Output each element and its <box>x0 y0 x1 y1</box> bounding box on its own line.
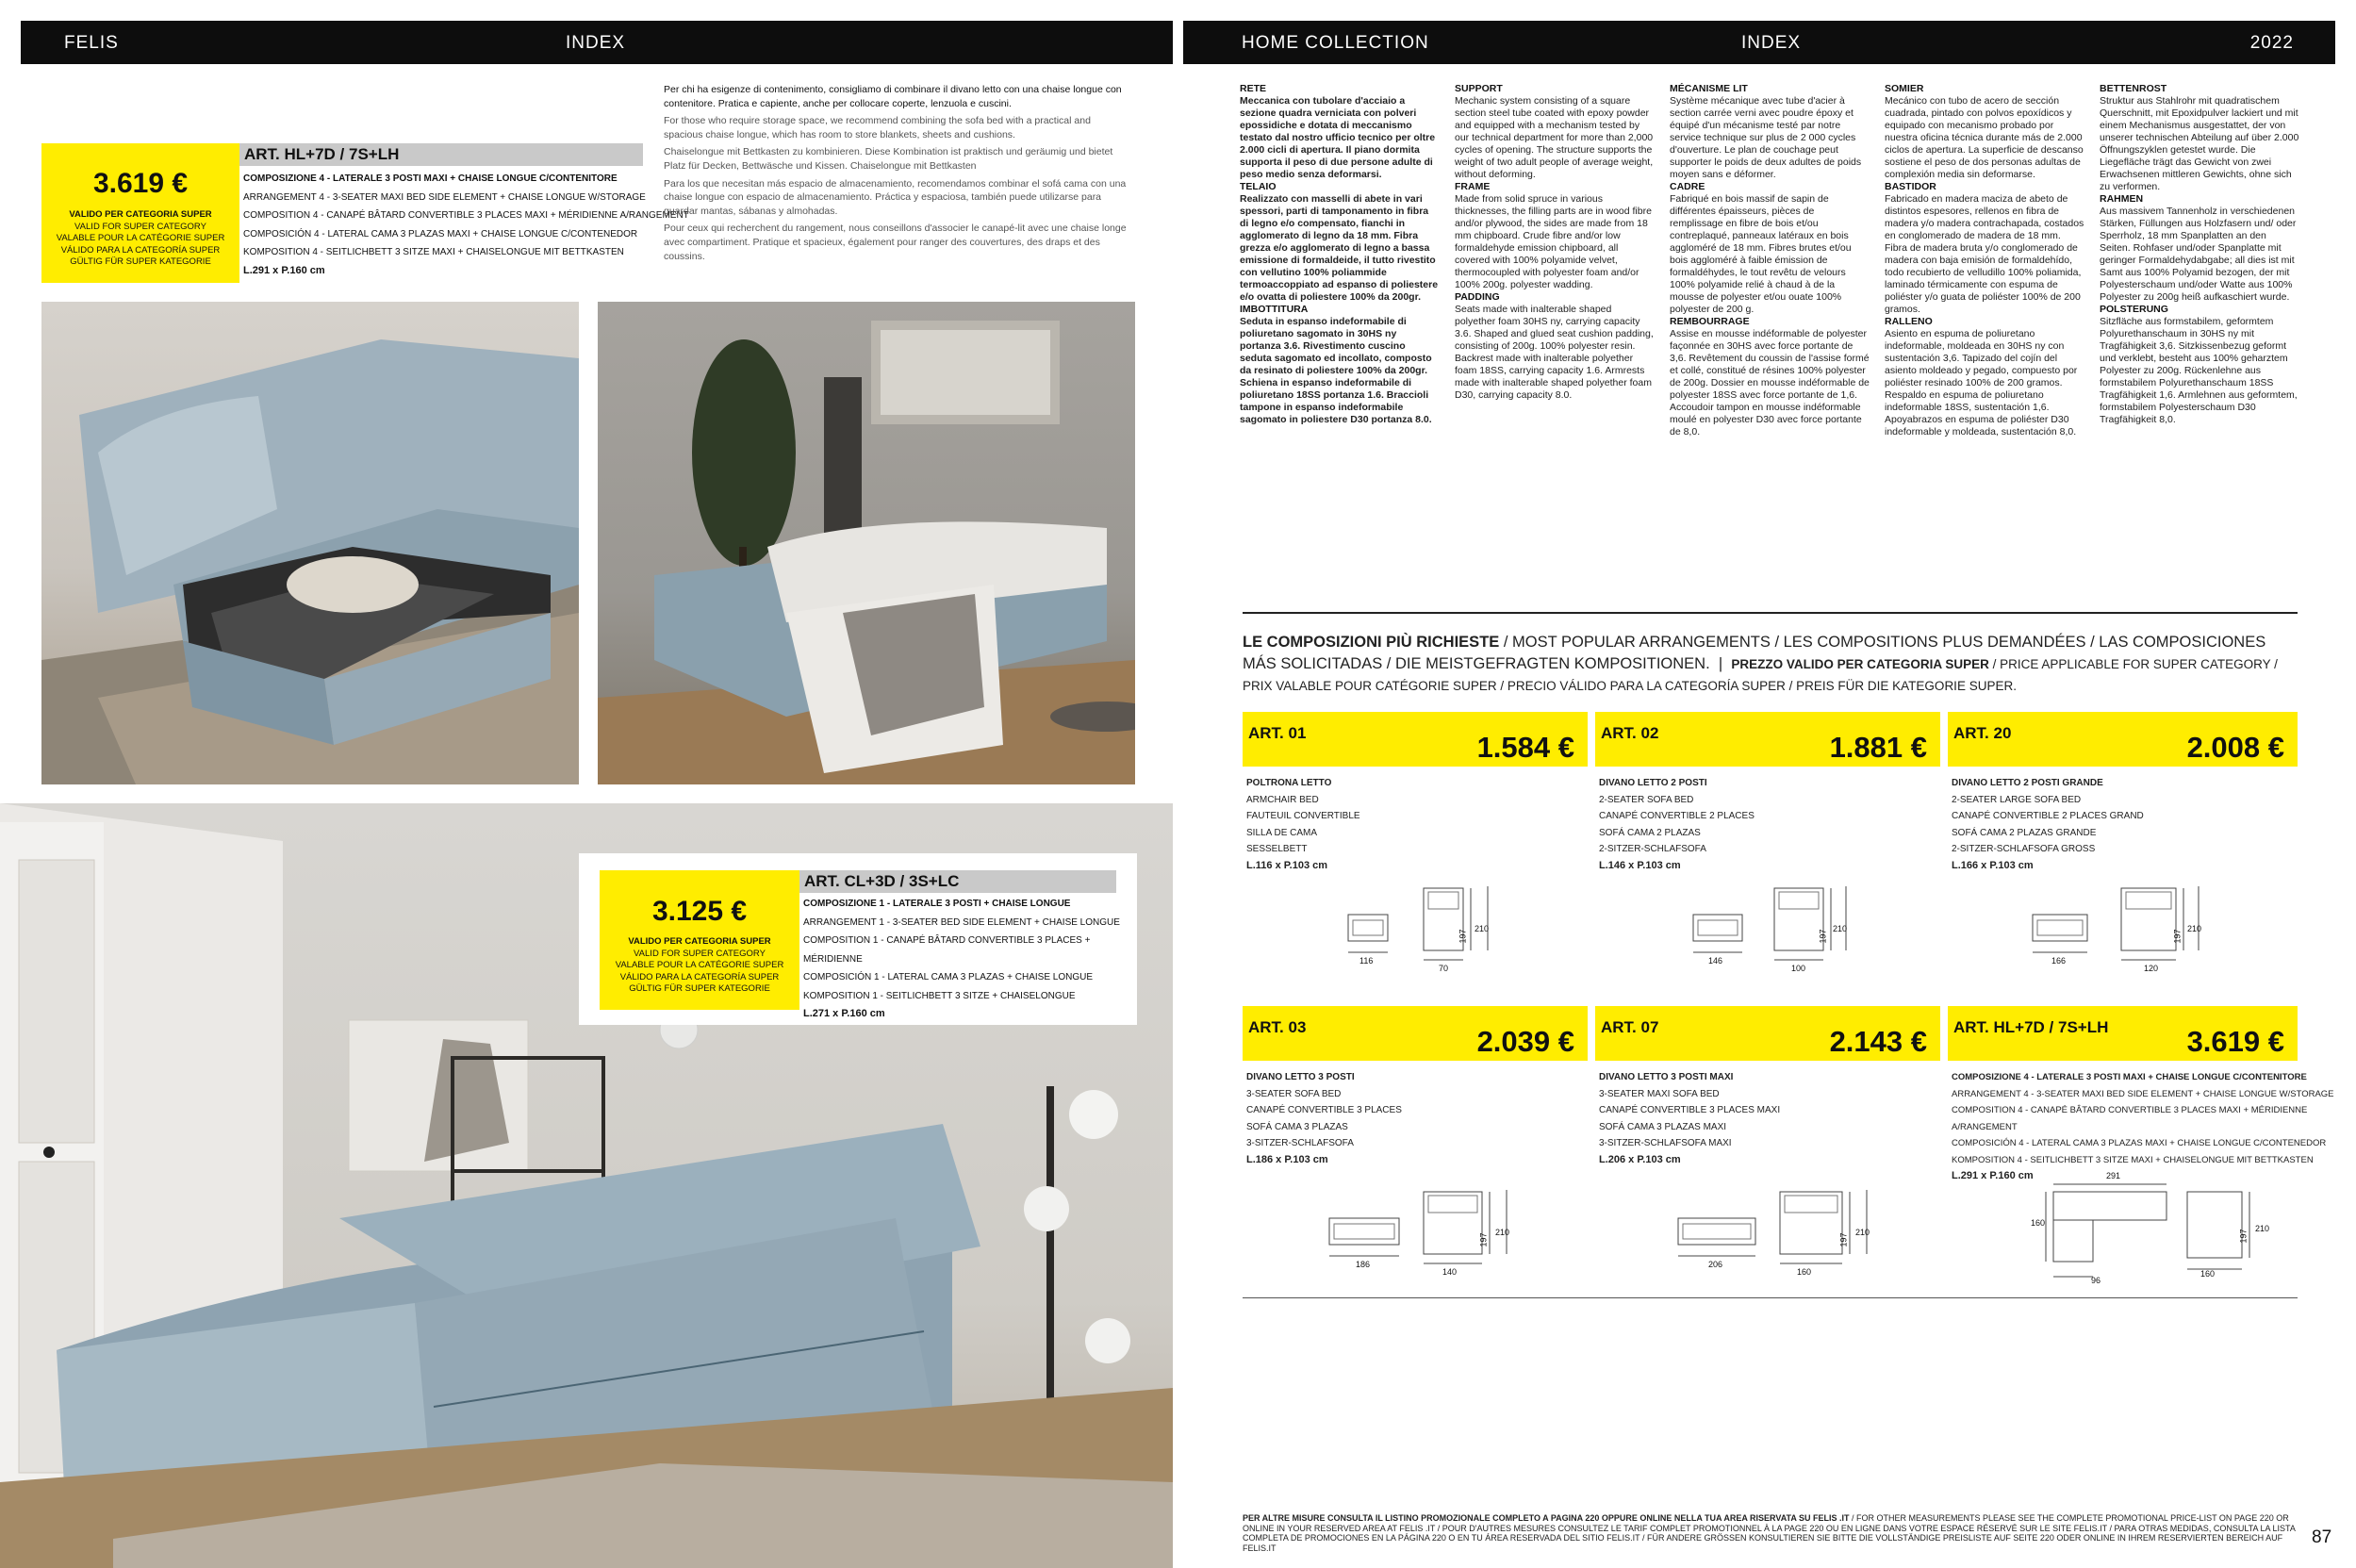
brand-label: FELIS <box>64 33 119 53</box>
product-line: COMPOSICIÓN 4 - LATERAL CAMA 3 PLAZAS MAXI + CHAISE LONGUE C/CONTENEDOR <box>1952 1138 2327 1148</box>
product-bar <box>1243 1006 1588 1061</box>
spec-text: Système mécanique avec tube d'acier à section carrée verni avec poudre époxy et équipé d'un mécanisme testé par notre service technique sur plus de 2 000 cycles d'ouverture. Le plan de couchage peut supporter le poids de deux adultes de poids moyen sans e déformer. <box>1670 95 1862 180</box>
product-size: L.146 x P.103 cm <box>1599 859 1681 871</box>
product-line: SOFÁ CAMA 2 PLAZAS GRANDE <box>1952 827 2097 838</box>
dim-open: 160 <box>2200 1269 2216 1279</box>
footer-bold: PER ALTRE MISURE CONSULTA IL LISTINO PROMOZIONALE COMPLETO A PAGINA 220 OPPURE ONLINE NELLA TUA AREA RISERVATA SU FELIS .IT <box>1243 1513 1850 1523</box>
spec-text: Meccanica con tubolare d'acciaio a sezione quadra verniciata con polveri epossidiche e dotata di meccanismo testato dal nostro ufficio tecnico per oltre 2.000 cicli di apertura. Il piano dormita supporta il peso di due persone adulte di peso medio senza deformarsi. <box>1240 95 1436 180</box>
spec-heading: PADDING <box>1455 291 1500 303</box>
feature1-price: 3.619 € <box>92 168 189 199</box>
product-card-03 <box>1246 1069 1402 1168</box>
product-name: DIVANO LETTO 3 POSTI MAXI <box>1599 1072 1734 1082</box>
spec-heading: CADRE <box>1670 181 1705 192</box>
feature1-description <box>243 170 689 280</box>
page-number: 87 <box>2312 1527 2332 1547</box>
spec-text: Realizzato con masselli di abete in vari spessori, parti di tamponamento in fibra di legno e/o compensato, fianchi in agglomerato di legno da 18 mm. Fibra grezza e/o agglomerato di legno a bassa emissione di formaldeide, il tutto rivestito con vellutino 100% poliammide termoaccoppiato ad espanso di poliestere e/o ovatta di poliestere 100% da 200gr. <box>1240 193 1439 303</box>
intro-es: Para los que necesitan más espacio de almacenamiento, recomendamos combinar el sofá cama con una chaise longue con espacio de almacenamiento. Práctica y espaciosa, también puede utilizarse para guardar mantas, sábanas y almohadas. <box>664 177 1127 217</box>
dim-open: 120 <box>2144 964 2159 973</box>
spec-text: Mecánico con tubo de acero de sección cuadrada, pintado con polvos epoxídicos y equipado con mecanismo probado por nuestra oficina técnica durante más de 2.000 ciclos de apertura. La superficie de descanso sostiene el peso de dos personas adultas de complexión media sin deformarse. <box>1885 95 2084 180</box>
dim-width: 186 <box>1356 1260 1371 1269</box>
feature1-size: L.291 x P.160 cm <box>243 264 325 276</box>
product-size: L.166 x P.103 cm <box>1952 859 2034 871</box>
product-size: L.116 x P.103 cm <box>1246 859 1328 871</box>
dim-height: 210 <box>1495 1228 1510 1237</box>
spec-heading: POLSTERUNG <box>2100 304 2168 315</box>
spec-text: Mechanic system consisting of a square section steel tube coated with epoxy powder and equipped with a mechanism tested by our technical department for more than 2,000 cycles of opening. The structure supports the weight of two adult people of average weight, without deforming. <box>1455 95 1654 180</box>
year-label: 2022 <box>2249 33 2294 53</box>
product-line: CANAPÉ CONVERTIBLE 3 PLACES <box>1246 1105 1402 1115</box>
product-bar <box>1595 1006 1940 1061</box>
feature2-art-code: ART. CL+3D / 3S+LC <box>804 872 960 890</box>
desc-line: COMPOSIZIONE 4 - LATERALE 3 POSTI MAXI + CHAISE LONGUE C/CONTENITORE <box>243 173 618 184</box>
photo-storage-chaise <box>41 302 579 784</box>
dim-width: 146 <box>1708 956 1723 966</box>
feature2-price-box <box>600 870 799 1010</box>
desc-line: COMPOSITION 4 - CANAPÉ BÂTARD CONVERTIBLE 3 PLACES MAXI + MÉRIDIENNE A/RANGEMENT <box>243 210 689 221</box>
product-line: ARMCHAIR BED <box>1246 794 1319 805</box>
spec-heading: RALLENO <box>1885 316 1933 327</box>
product-price: 2.008 € <box>2186 731 2284 764</box>
diagram-art20 <box>2023 886 2212 981</box>
desc-line: COMPOSICIÓN 4 - LATERAL CAMA 3 PLAZAS MAXI + CHAISE LONGUE C/CONTENEDOR <box>243 228 638 239</box>
product-line: FAUTEUIL CONVERTIBLE <box>1246 811 1360 821</box>
product-line: 2-SEATER SOFA BED <box>1599 794 1694 805</box>
product-price: 2.039 € <box>1476 1025 1574 1058</box>
product-line: 2-SEATER LARGE SOFA BED <box>1952 794 2082 805</box>
dim-height: 210 <box>1833 924 1848 933</box>
product-card-01 <box>1246 775 1360 874</box>
product-bar <box>1948 712 2298 767</box>
product-size: L.291 x P.160 cm <box>1952 1170 2034 1181</box>
valid-line: VÁLIDO PARA LA CATEGORÍA SUPER <box>60 244 221 256</box>
product-code: ART. HL+7D / 7S+LH <box>1953 1018 2109 1036</box>
product-line: 3-SITZER-SCHLAFSOFA <box>1246 1138 1354 1148</box>
product-line: 2-SITZER-SCHLAFSOFA <box>1599 844 1706 854</box>
product-line: SOFÁ CAMA 3 PLAZAS <box>1246 1121 1348 1132</box>
product-code: ART. 01 <box>1248 724 1307 742</box>
valid-line: VÁLIDO PARA LA CATEGORÍA SUPER <box>619 971 780 982</box>
product-code: ART. 20 <box>1953 724 2012 742</box>
product-line: CANAPÉ CONVERTIBLE 3 PLACES MAXI <box>1599 1105 1781 1115</box>
desc-line: KOMPOSITION 1 - SEITLICHBETT 3 SITZE + CHAISELONGUE <box>803 990 1076 1001</box>
product-line: KOMPOSITION 4 - SEITLICHBETT 3 SITZE MAXI + CHAISELONGUE MIT BETTKASTEN <box>1952 1154 2314 1165</box>
dim-depth: 197 <box>1458 929 1468 944</box>
spec-column-en <box>1455 83 1655 402</box>
product-line: ARRANGEMENT 4 - 3-SEATER MAXI BED SIDE ELEMENT + CHAISE LONGUE W/STORAGE <box>1952 1088 2334 1099</box>
price-note-bold: PREZZO VALIDO PER CATEGORIA SUPER <box>1731 657 1989 671</box>
footer-rest: / FOR OTHER MEASUREMENTS PLEASE SEE THE COMPLETE PROMOTIONAL PRICE-LIST ON PAGE 220 OR ONLINE IN YOUR RESERVED AREA AT FELIS .IT / POUR D'AUTRES MESURES CONSULTEZ LE TARIF COMPLET PROMOTIONNEL À LA PAGE 220 OU EN LIGNE DANS VOTRE ESPACE RÉSERVÉ SUR LE SITE FELIS.IT / PARA OTRAS MEDIDAS, CONSULTA LA LISTA COMPLETA DE PROMOCIONES EN LA PÁGINA 220 O EN TU ÁREA RESERVADA DEL SITIO FELIS.IT / FÜR ANDERE GRÖSSEN KONSULTIEREN SIE BITTE DIE VOLLSTÄNDIGE PREISLISTE AUF SEITE 220 ODER ONLINE IN IHREM RESERVIERTEN BEREICH AUF FELIS.IT <box>1243 1513 2296 1553</box>
spec-heading: SOMIER <box>1885 83 1924 94</box>
spec-heading: TELAIO <box>1240 181 1277 192</box>
spec-text: Seduta in espanso indeformabile di poliuretano sagomato in 30HS ny portanza 3.6. Rivestimento cuscino seduta sagomato ed incollato, composto da resinato di poliestere 100% da 200gr. Schiena in espanso indeformabile di poliuretano 18SS portanza 1.6. Braccioli tampone in espanso indeformabile sagomato in poliestere D30 portanza 8.0. <box>1240 316 1432 425</box>
feature2-description <box>803 895 1137 1024</box>
desc-line: ARRANGEMENT 4 - 3-SEATER MAXI BED SIDE ELEMENT + CHAISE LONGUE W/STORAGE <box>243 191 646 203</box>
dim-chaise-width: 96 <box>2091 1276 2101 1285</box>
product-name: DIVANO LETTO 2 POSTI GRANDE <box>1952 778 2103 788</box>
spec-text: Made from solid spruce in various thicknesses, the filling parts are in wood fibre and/or plywood, the sides are made from 18 mm chipboard. Crude fibre and/or low formaldehyde emission chipboard, all covered with 100% polyamide velvet, thermocoupled with polyester foam and/or 100% 200g. polyester wadding. <box>1455 193 1652 290</box>
diagram-art02 <box>1684 886 1863 981</box>
spec-column-it <box>1240 83 1440 426</box>
photo-open-bed <box>598 302 1135 784</box>
dim-depth: 197 <box>1818 929 1828 944</box>
dim-width: 291 <box>2106 1171 2121 1180</box>
dim-chaise-depth: 160 <box>2031 1218 2046 1228</box>
product-code: ART. 07 <box>1601 1018 1659 1036</box>
intro-text <box>664 83 1130 263</box>
popular-title-bold: LE COMPOSIZIONI PIÙ RICHIESTE <box>1243 634 1500 651</box>
product-line: 3-SEATER MAXI SOFA BED <box>1599 1088 1720 1099</box>
dim-width: 166 <box>2051 956 2067 966</box>
product-line: COMPOSITION 4 - CANAPÉ BÂTARD CONVERTIBLE 3 PLACES MAXI + MÉRIDIENNE A/RANGEMENT <box>1952 1105 2308 1132</box>
diagram-art03 <box>1320 1190 1527 1284</box>
valid-line: GÜLTIG FÜR SUPER KATEGORIE <box>70 256 211 267</box>
desc-line: KOMPOSITION 4 - SEITLICHBETT 3 SITZE MAXI + CHAISELONGUE MIT BETTKASTEN <box>243 247 624 257</box>
product-card-20 <box>1952 775 2144 874</box>
popular-title-rest: / MOST POPULAR ARRANGEMENTS / LES COMPOSITIONS PLUS DEMANDÉES / LAS COMPOSICIONES MÁS SOLICITADAS / DIE MEISTGEFRAGTEN KOMPOSITIONEN. <box>1243 634 2266 672</box>
separator: | <box>1709 655 1732 672</box>
feature1-price-box <box>41 143 239 283</box>
spec-text: Fabricado en madera maciza de abeto de distintos espesores, rellenos en fibra de madera y/o madera contrachapada, costados en conglomerado de madera de 18 mm. Fibra de madera bruta y/o conglomerado de madera con baja emisión de formaldehído, todo recubierto de velludillo 100% poliamida, laminado térmicamente con espuma de poliéster y/o guata de poliéster 100% de 200 gramos. <box>1885 193 2084 315</box>
footer-note <box>1243 1513 2300 1553</box>
dim-width: 206 <box>1708 1260 1723 1269</box>
spec-heading: SUPPORT <box>1455 83 1503 94</box>
valid-line: GÜLTIG FÜR SUPER KATEGORIE <box>629 983 770 994</box>
index-link-left[interactable]: INDEX <box>566 33 626 53</box>
dim-height: 210 <box>1855 1228 1870 1237</box>
intro-it: Per chi ha esigenze di contenimento, consigliamo di combinare il divano letto con una chaise longue con contenitore. Pratica e capiente, anche per collocare coperte, lenzuola e cuscini. <box>664 84 1122 109</box>
dim-height: 210 <box>2255 1224 2270 1233</box>
product-line: CANAPÉ CONVERTIBLE 2 PLACES <box>1599 811 1755 821</box>
feature2-panel <box>579 853 1137 1025</box>
dim-open: 160 <box>1797 1267 1812 1277</box>
price-note-rest: / PRICE APPLICABLE FOR SUPER CATEGORY / PRIX VALABLE POUR CATÉGORIE SUPER / PRECIO VÁLIDO PARA LA CATEGORÍA SUPER / PREIS FÜR DIE KATEGORIE SUPER. <box>1243 657 2278 693</box>
product-name: POLTRONA LETTO <box>1246 778 1332 788</box>
spec-heading: BETTENROST <box>2100 83 2167 94</box>
product-line: CANAPÉ CONVERTIBLE 2 PLACES GRAND <box>1952 811 2144 821</box>
product-card-02 <box>1599 775 1755 874</box>
product-bar <box>1243 712 1588 767</box>
product-card-07 <box>1599 1069 1780 1168</box>
left-header-bar <box>21 21 1173 64</box>
product-line: 2-SITZER-SCHLAFSOFA GROSS <box>1952 844 2096 854</box>
intro-fr: Pour ceux qui recherchent du rangement, nous conseillons d'associer le canapé-lit avec une chaise longe avec compartiment. Pratique et spacieux, également pour ranger des couvertures, des draps et des coussins. <box>664 223 1127 262</box>
dim-open: 140 <box>1442 1267 1458 1277</box>
spec-text: Struktur aus Stahlrohr mit quadratischem Querschnitt, mit Epoxidpulver lackiert und mit einem Mechanismus ausgestattet, der von unserer technischen Abteilung auf über 2.000 Öffnungszyklen getestet wurde. Die Liegefläche trägt das Gewicht von zwei Erwachsenen mittleren Gewichts, ohne sich zu verformen. <box>2100 95 2299 192</box>
spec-text: Asiento en espuma de poliuretano indeformable, moldeada en 30HS ny con sustentación 3,6. Tapizado del cojín del asiento moldeado y pegado, compuesto por poliéster resinado 100% de 200 gramos. Respaldo en espuma de poliuretano indeformable 18SS, sustentación 1,6. Apoyabrazos en espuma de poliéster D30 indeformable y moldeada, sustentación 8,0. <box>1885 328 2078 437</box>
product-line: SESSELBETT <box>1246 844 1308 854</box>
spec-text: Seats made with inalterable shaped polyether foam 30HS ny, carrying capacity 3.6. Shaped and glued seat cushion padding, consisting of 200g. 100% polyester resin. Backrest made with inalterable polyether foam 18SS, carrying capacity 1.6. Armrests made with inalterable shaped polyether foam D30, carrying capacity 8.0. <box>1455 304 1654 401</box>
dim-depth: 197 <box>2172 929 2183 944</box>
product-size: L.206 x P.103 cm <box>1599 1153 1681 1165</box>
dim-depth: 197 <box>1838 1232 1849 1247</box>
index-link-right[interactable]: INDEX <box>1741 33 1802 53</box>
spec-heading: RAHMEN <box>2100 193 2144 205</box>
product-size: L.186 x P.103 cm <box>1246 1153 1328 1165</box>
spec-heading: BASTIDOR <box>1885 181 1936 192</box>
product-name: DIVANO LETTO 2 POSTI <box>1599 778 1707 788</box>
spec-column-de <box>2100 83 2299 426</box>
product-price: 2.143 € <box>1829 1025 1927 1058</box>
desc-line: COMPOSITION 1 - CANAPÉ BÂTARD CONVERTIBLE 3 PLACES + MÉRIDIENNE <box>803 935 1091 965</box>
right-header-bar <box>1183 21 2335 64</box>
product-bar <box>1595 712 1940 767</box>
dim-open: 100 <box>1791 964 1806 973</box>
valid-line: VALIDO PER CATEGORIA SUPER <box>69 209 212 220</box>
sofa-storage-illustration <box>41 302 579 784</box>
spec-heading: IMBOTTITURA <box>1240 304 1309 315</box>
product-line: SOFÁ CAMA 3 PLAZAS MAXI <box>1599 1121 1727 1132</box>
valid-line: VALABLE POUR LA CATÉGORIE SUPER <box>615 960 784 970</box>
spec-heading: RETE <box>1240 83 1267 94</box>
spec-heading: MÉCANISME LIT <box>1670 83 1748 94</box>
product-code: ART. 02 <box>1601 724 1659 742</box>
spec-text: Aus massivem Tannenholz in verschiedenen Stärken, Füllungen aus Holzfasern und/ oder Sperrholz, 18 mm Spanplatten an den Seiten. Rohfaser und/oder Spanplatte mit geringer Formaldehydabgabe; all dies ist mit Samt aus 100% Polyamid bezogen, der mit Polyesterschaum und/oder Watte aus 100% Polyester zu 200g heiß aufkaschiert wurde. <box>2100 206 2297 303</box>
product-name: DIVANO LETTO 3 POSTI <box>1246 1072 1355 1082</box>
valid-line: VALID FOR SUPER CATEGORY <box>634 948 766 959</box>
diagram-hl7d <box>2027 1179 2253 1301</box>
section-divider <box>1243 612 2298 614</box>
products-bottom-divider <box>1243 1297 2298 1298</box>
dim-height: 210 <box>2187 924 2202 933</box>
dim-depth: 197 <box>1478 1232 1489 1247</box>
feature1-art-bar <box>239 143 643 166</box>
dim-depth: 197 <box>2238 1229 2249 1244</box>
desc-line: COMPOSICIÓN 1 - LATERAL CAMA 3 PLAZAS + CHAISE LONGUE <box>803 972 1094 982</box>
product-name: COMPOSIZIONE 4 - LATERALE 3 POSTI MAXI + CHAISE LONGUE C/CONTENITORE <box>1952 1072 2307 1082</box>
intro-de: Chaiselongue mit Bettkasten zu kombinieren. Diese Kombination ist praktisch und geräumig und bietet Platz für Decken, Bettwäsche und Kissen. Chaiselongue mit Bettkasten <box>664 146 1113 172</box>
spec-text: Sitzfläche aus formstabilem, geformtem Polyurethanschaum in 30HS ny mit Tragfähigkeit 3,6. Sitzkissenbezug geformt und verklebt, besteht aus 100% geharztem Polyester zu 200g. Rückenlehne aus formstabilem Polyurethanschaum 18SS Tragfähigkeit 1,6. Armlehnen aus geformtem, formstabilem Polyesterschaum D30 Tragfähigkeit 8,0. <box>2100 316 2298 425</box>
product-price: 1.584 € <box>1476 731 1574 764</box>
product-price: 3.619 € <box>2186 1025 2284 1058</box>
feature2-size: L.271 x P.160 cm <box>803 1008 885 1019</box>
bed-illustration <box>598 302 1135 784</box>
valid-line: VALIDO PER CATEGORIA SUPER <box>628 936 771 947</box>
feature2-price: 3.125 € <box>651 896 748 927</box>
spec-column-es <box>1885 83 2084 438</box>
product-card-hl7d <box>1952 1069 2356 1185</box>
feature2-art-bar <box>799 870 1116 893</box>
spec-text: Assise en mousse indéformable de polyester façonnée en 30HS avec force portante de 3,6. Revêtement du coussin de l'assise formé et collé, constitué de résines 100% polyester de 200g. Dossier en mousse indéformable de polyester 18SS avec force portante de 1,6. Accoudoir tampon en mousse indéformable moulé en polyester D30 avec force portante de 8,0. <box>1670 328 1870 437</box>
desc-line: COMPOSIZIONE 1 - LATERALE 3 POSTI + CHAISE LONGUE <box>803 899 1071 909</box>
product-line: 3-SITZER-SCHLAFSOFA MAXI <box>1599 1138 1732 1148</box>
collection-title: HOME COLLECTION <box>1242 33 1429 53</box>
desc-line: ARRANGEMENT 1 - 3-SEATER BED SIDE ELEMENT + CHAISE LONGUE <box>803 916 1120 928</box>
product-code: ART. 03 <box>1248 1018 1307 1036</box>
intro-en: For those who require storage space, we recommend combining the sofa bed with a practical and spacious chaise longue, which has room to store blankets, sheets and cushions. <box>664 115 1091 140</box>
feature1-art-code: ART. HL+7D / 7S+LH <box>244 145 400 163</box>
valid-line: VALID FOR SUPER CATEGORY <box>74 221 206 232</box>
dim-open: 70 <box>1439 964 1449 973</box>
spec-heading: REMBOURRAGE <box>1670 316 1750 327</box>
spec-heading: FRAME <box>1455 181 1491 192</box>
dim-width: 116 <box>1359 956 1374 966</box>
product-line: SILLA DE CAMA <box>1246 827 1318 838</box>
product-line: 3-SEATER SOFA BED <box>1246 1088 1342 1099</box>
product-price: 1.881 € <box>1829 731 1927 764</box>
popular-heading <box>1243 632 2298 697</box>
valid-line: VALABLE POUR LA CATÉGORIE SUPER <box>56 233 225 243</box>
spec-column-fr <box>1670 83 1870 438</box>
diagram-art01 <box>1339 886 1508 981</box>
diagram-art07 <box>1669 1190 1886 1284</box>
dim-height: 210 <box>1475 924 1490 933</box>
product-bar <box>1948 1006 2298 1061</box>
spec-text: Fabriqué en bois massif de sapin de différentes épaisseurs, pièces de remplissage en fibre de bois et/ou contreplaqué, panneaux latéraux en bois aggloméré de 18 mm. Fibres brutes et/ou bois aggloméré à faible émission de formaldéhydes, le tout revêtu de velours 100% polyamide relié à chaud à de la mousse de polyester et/ou ouate 100% polyester de 200 g. <box>1670 193 1852 315</box>
product-line: SOFÁ CAMA 2 PLAZAS <box>1599 827 1701 838</box>
